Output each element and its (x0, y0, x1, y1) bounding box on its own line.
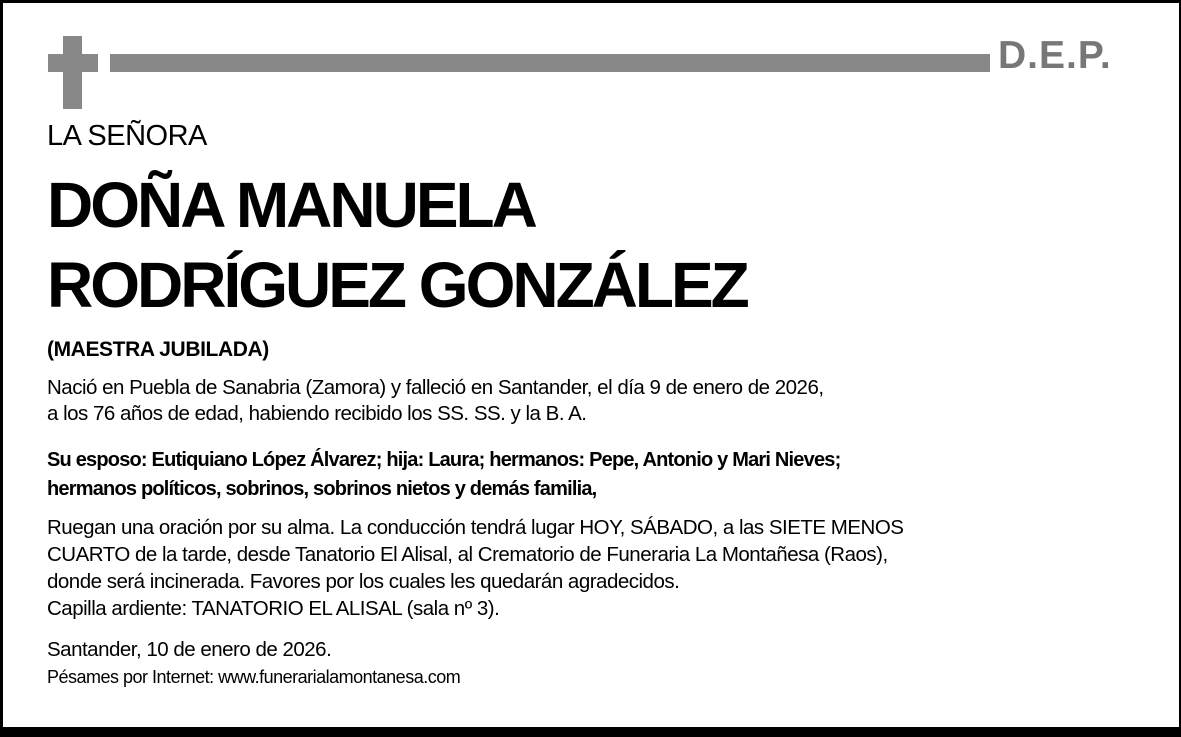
service-line: Capilla ardiente: TANATORIO EL ALISAL (sala nº 3). (47, 597, 500, 620)
cross-icon (63, 36, 82, 109)
header-rule (110, 54, 990, 72)
birth-line: Nació en Puebla de Sanabria (Zamora) y falleció en Santander, el día 9 de enero de 2026, (47, 376, 824, 399)
family-line: Su esposo: Eutiquiano López Álvarez; hija: Laura; hermanos: Pepe, Antonio y Mari Nieves; (47, 449, 841, 471)
dep-label: D.E.P. (998, 34, 1112, 77)
deceased-name-line-2: RODRÍGUEZ GONZÁLEZ (47, 249, 747, 321)
birth-line: a los 76 años de edad, habiendo recibido los SS. SS. y la B. A. (47, 402, 587, 425)
cross-icon-bar (48, 54, 98, 72)
intro-label: LA SEÑORA (47, 120, 207, 152)
service-line: donde será incinerada. Favores por los cuales les quedarán agradecidos. (47, 570, 680, 593)
condolences-link[interactable]: Pésames por Internet: www.funerarialamontanesa.com (47, 667, 461, 687)
service-line: CUARTO de la tarde, desde Tanatorio El Alisal, al Crematorio de Funeraria La Montañesa (Raos), (47, 543, 888, 566)
family-line: hermanos políticos, sobrinos, sobrinos nietos y demás familia, (47, 478, 597, 500)
deceased-name-line-1: DOÑA MANUELA (47, 169, 535, 241)
profession: (MAESTRA JUBILADA) (47, 338, 269, 361)
service-line: Ruegan una oración por su alma. La conducción tendrá lugar HOY, SÁBADO, a las SIETE MENOS (47, 516, 904, 539)
place-date: Santander, 10 de enero de 2026. (47, 638, 332, 661)
